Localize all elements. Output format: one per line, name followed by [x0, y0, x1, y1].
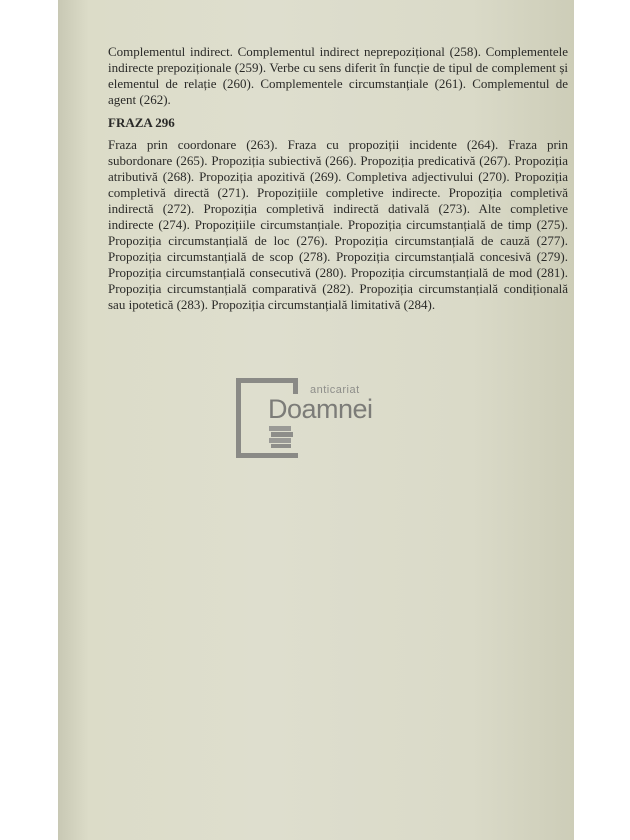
paragraph-fraza: Fraza prin coordonare (263). Fraza cu propoziții incidente (264). Fraza prin subordonare (265). Propoziția subiectivă (266). Propoziția predicativă (267). Propoziția atributivă (268). Propoziția apozitivă (269). Completiva adjectivului (270). Propoziția completivă directă (271). Propozițiile completive indirecte. Propoziția completivă indirectă (272). Propoziția completivă indirectă dativală (273). Alte completive indirecte (274). Propozițiile circumstanțiale. Propoziția circumstanțială de timp (275). Propoziția circumstanțială de loc (276). Propoziția circumstanțială de cauză (277). Propoziția circumstanțială de scop (278). Propoziția circumstanțială concesivă (279). Propoziția circumstanțială consecutivă (280). Propoziția circumstanțială de mod (281). Propoziția circumstanțială comparativă (282). Propoziția circumstanțială condițională sau ipotetică (283). Propoziția circumstanțială limitativă (284).: [108, 137, 568, 312]
watermark-logo: [236, 378, 406, 468]
paragraph-complements: Complementul indirect. Complementul indirect neprepozițional (258). Complementele indirecte prepoziționale (259). Verbe cu sens diferit în funcție de tipul de complement și elementul de relație (260). Complementele circumstanțiale (261). Complementul de agent (262).: [108, 44, 568, 107]
section-heading: FRAZA 296: [108, 115, 175, 130]
watermark-brand-text: Doamnei: [268, 394, 373, 424]
books-icon: [268, 425, 294, 449]
watermark-frame-bottom: [236, 453, 298, 458]
watermark-small-text: anticariat: [310, 384, 360, 396]
